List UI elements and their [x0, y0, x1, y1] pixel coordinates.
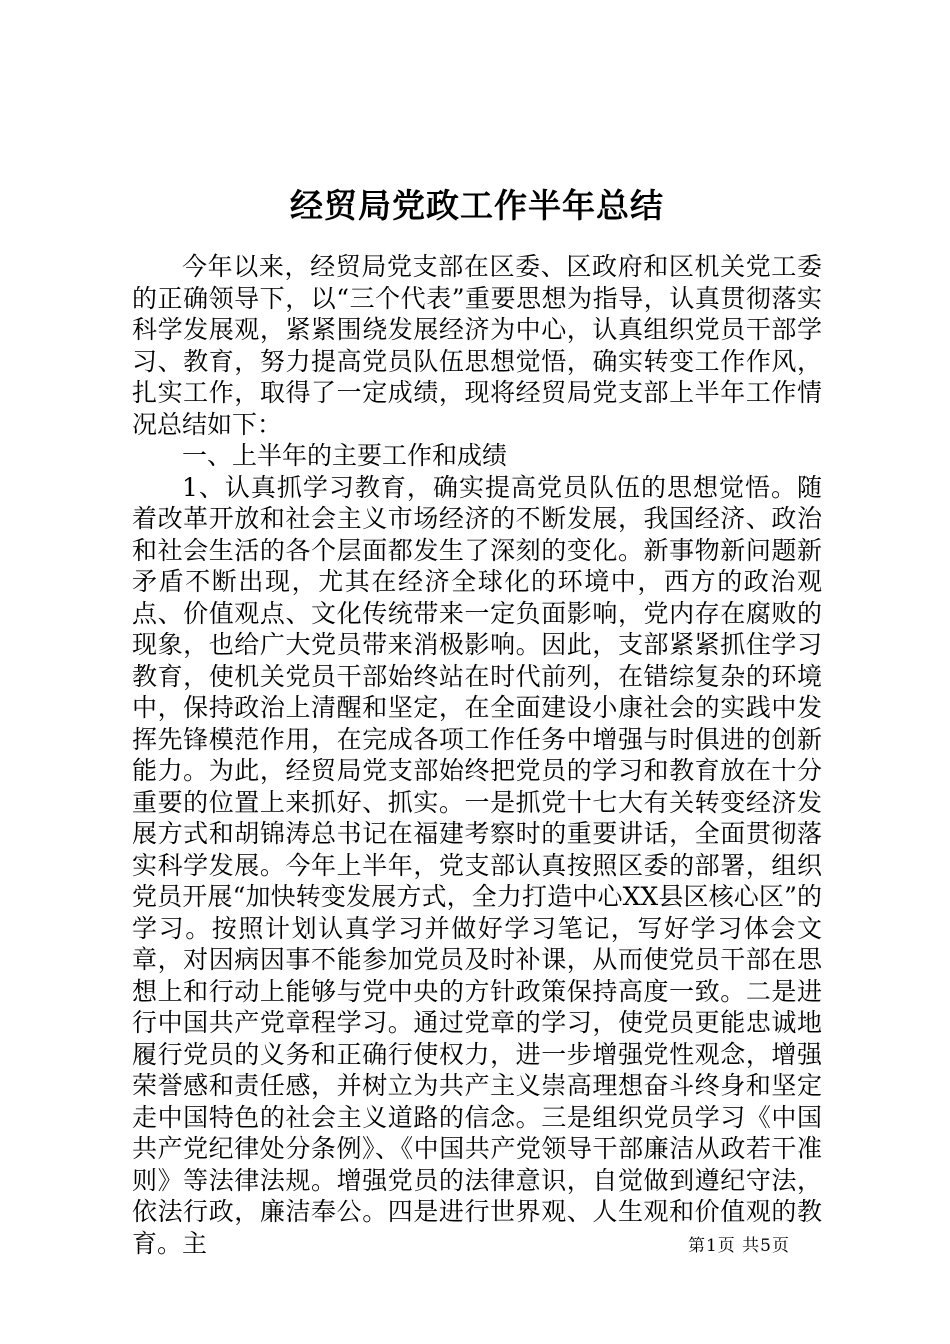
- paragraph-body: 1、认真抓学习教育，确实提高党员队伍的思想觉悟。随着改革开放和社会主义市场经济的不断发展，我国经济、政治和社会生活的各个层面都发生了深刻的变化。新事物新问题新矛盾不断出现，尤其在经济全球化的环境中，西方的政治观点、价值观点、文化传统带来一定负面影响，党内存在腐败的现象，也给广大党员带来消极影响。因此，支部紧紧抓住学习教育，使机关党员干部始终站在时代前列，在错综复杂的环境中，保持政治上清醒和坚定，在全面建设小康社会的实践中发挥先锋模范作用，在完成各项工作任务中增强与时俱进的创新能力。为此，经贸局党支部始终把党员的学习和教育放在十分重要的位置上来抓好、抓实。一是抓党十七大有关转变经济发展方式和胡锦涛总书记在福建考察时的重要讲话，全面贯彻落实科学发展。今年上半年，党支部认真按照区委的部署，组织党员开展“加快转变发展方式，全力打造中心XX县区核心区”的学习。按照计划认真学习并做好学习笔记，写好学习体会文章，对因病因事不能参加党员及时补课，从而使党员干部在思想上和行动上能够与党中央的方针政策保持高度一致。二是进行中国共产党章程学习。通过党章的学习，使党员更能忠诚地履行党员的义务和正确行使权力，进一步增强党性观念，增强荣誉感和责任感，并树立为共产主义崇高理想奋斗终身和坚定走中国特色的社会主义道路的信念。三是组织党员学习《中国共产党纪律处分条例》、《中国共产党领导干部廉洁从政若干准则》等法律法规。增强党员的法律意识，自觉做到遵纪守法，依法行政，廉洁奉公。四是进行世界观、人生观和价值观的教育。主: [132, 472, 822, 1258]
- section-heading: 一、上半年的主要工作和成绩: [182, 441, 508, 470]
- page-number-label: 第1页 共5页: [687, 1236, 790, 1256]
- paragraph-intro: 今年以来，经贸局党支部在区委、区政府和区机关党工委的正确领导下，以“三个代表”重要思想为指导，认真贯彻落实科学发展观，紧紧围绕发展经济为中心，认真组织党员干部学习、教育，努力提高党员队伍思想觉悟，确实转变工作作风，扎实工作，取得了一定成绩，现将经贸局党支部上半年工作情况总结如下：: [132, 252, 822, 439]
- document-content: [132, 180, 822, 1259]
- document-title: 经贸局党政工作半年总结: [290, 186, 664, 225]
- page-footer: [688, 1231, 790, 1256]
